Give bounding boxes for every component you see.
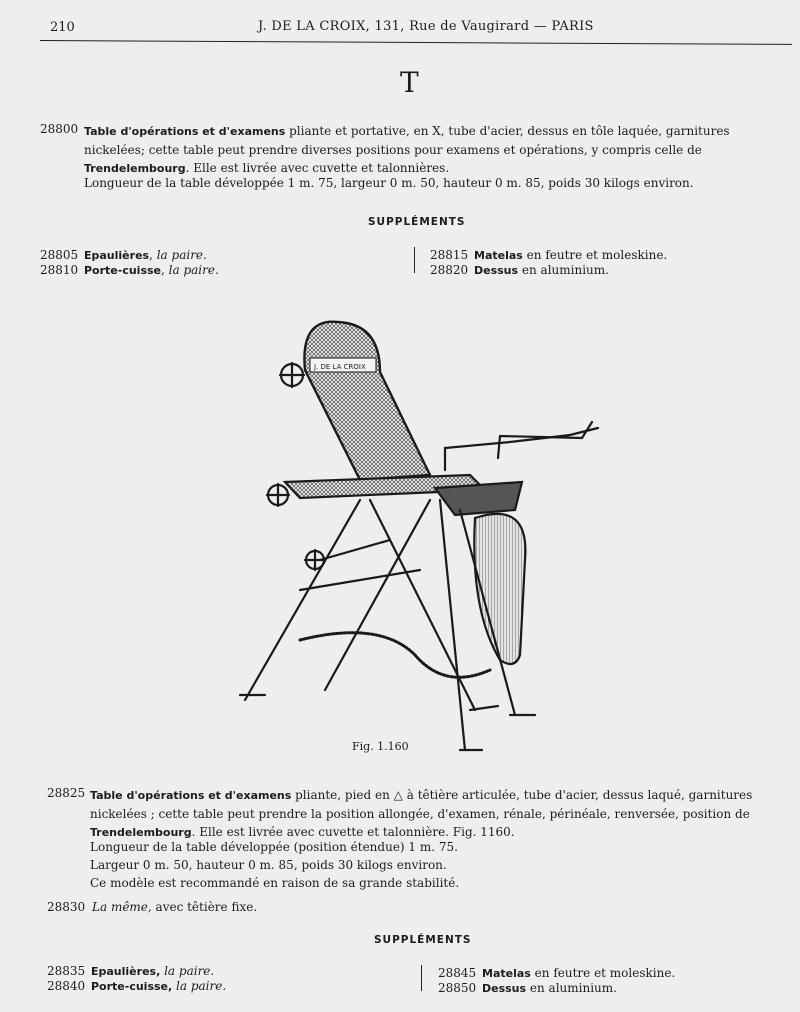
plate-text: J. DE LA CROIX <box>314 363 366 371</box>
item-text: avec têtière fixe. <box>151 900 258 914</box>
trendelenburg-term: Trendelembourg <box>84 162 186 175</box>
list-item <box>47 979 226 994</box>
dimension-line: Largeur 0 m. 50, hauteur 0 m. 85, poids 30 kilogs environ. <box>90 858 447 872</box>
item-number: 28810 <box>40 263 79 277</box>
list-item <box>438 966 675 981</box>
supplements-heading: SUPPLÉMENTS <box>374 934 472 946</box>
item-dimensions: Longueur de la table développée 1 m. 75, largeur 0 m. 50, hauteur 0 m. 85, poids 30 kilogs environ. <box>84 176 694 190</box>
supplements-right-list <box>438 966 675 996</box>
column-divider <box>421 965 422 991</box>
item-text: pliante et portative, en X, tube d'acier, dessus en tôle laquée, garnitures nickelées; cette table peut prendre diverses positions pour examens et opérations, y compris celle de <box>84 124 730 157</box>
recommendation-text: Ce modèle est recommandé en raison de sa grande stabilité. <box>90 876 460 890</box>
operating-table-illustration <box>230 310 610 760</box>
item-number: 28800 <box>40 122 79 136</box>
item-number: 28845 <box>438 966 477 980</box>
item-name: Matelas <box>482 967 531 980</box>
item-number: 28820 <box>430 263 469 277</box>
item-detail: la paire. <box>164 964 215 978</box>
list-item <box>430 263 667 278</box>
item-detail: en aluminium. <box>521 263 609 277</box>
list-item <box>438 981 675 996</box>
item-name: Matelas <box>474 249 523 262</box>
item-number: 28850 <box>438 981 477 995</box>
item-name: Dessus <box>474 264 519 277</box>
item-number: 28830 <box>47 900 86 914</box>
item-number: 28815 <box>430 248 469 262</box>
item-detail: en feutre et moleskine. <box>526 248 668 262</box>
item-number: 28805 <box>40 248 79 262</box>
item-name: Epaulières <box>84 249 150 262</box>
supplements-left-list <box>40 248 219 278</box>
item-detail: en feutre et moleskine. <box>534 966 676 980</box>
item-title: La même, <box>92 900 152 914</box>
list-item: 28810 Porte-cuisse, la paire. <box>40 263 219 277</box>
list-item <box>430 248 667 263</box>
item-detail: la paire. <box>176 979 227 993</box>
trendelenburg-term: Trendelembourg <box>90 826 192 839</box>
item-text: . Elle est livrée avec cuvette et talonnières. <box>185 161 450 175</box>
item-number: 28825 <box>47 786 86 800</box>
item-name: Porte-cuisse <box>84 264 162 277</box>
item-name: Porte-cuisse, <box>91 980 173 993</box>
header-rule <box>40 40 792 45</box>
page-number: 210 <box>50 20 75 35</box>
section-letter: T <box>400 66 419 99</box>
list-item <box>47 964 226 979</box>
column-divider <box>414 247 415 273</box>
item-title: Table d'opérations et d'examens <box>84 125 286 138</box>
publisher-header: J. DE LA CROIX, 131, Rue de Vaugirard — PARIS <box>258 19 594 34</box>
item-detail: en aluminium. <box>529 981 617 995</box>
dimension-line: Longueur de la table développée (position étendue) 1 m. 75. <box>90 840 458 854</box>
supplements-left-list <box>47 964 226 994</box>
triangle-symbol: △ <box>393 788 403 802</box>
item-description <box>90 786 780 842</box>
item-text: à têtière articulée, tube d'acier, dessus laqué, garnitures nickelées ; cette table peut prendre la position allongée, d'examen, rénale, périnéale, renversée, position de <box>90 788 753 821</box>
list-item: 28805 Epaulières, la paire. <box>40 248 207 262</box>
item-description <box>92 900 257 914</box>
figure-caption: Fig. 1.160 <box>352 740 409 753</box>
item-dimensions <box>90 838 458 874</box>
item-detail: la paire. <box>156 248 207 262</box>
item-name: Dessus <box>482 982 527 995</box>
supplements-heading: SUPPLÉMENTS <box>368 216 466 228</box>
item-description <box>84 122 770 178</box>
item-title: Table d'opérations et d'examens <box>90 789 292 802</box>
item-number: 28840 <box>47 979 86 993</box>
supplements-right-list <box>430 248 667 278</box>
item-text: . Elle est livrée avec cuvette et talonnière. Fig. 1160. <box>191 825 515 839</box>
item-text: pliante, pied en <box>291 788 394 802</box>
item-number: 28835 <box>47 964 86 978</box>
item-detail: la paire. <box>168 263 219 277</box>
item-name: Epaulières, <box>91 965 161 978</box>
